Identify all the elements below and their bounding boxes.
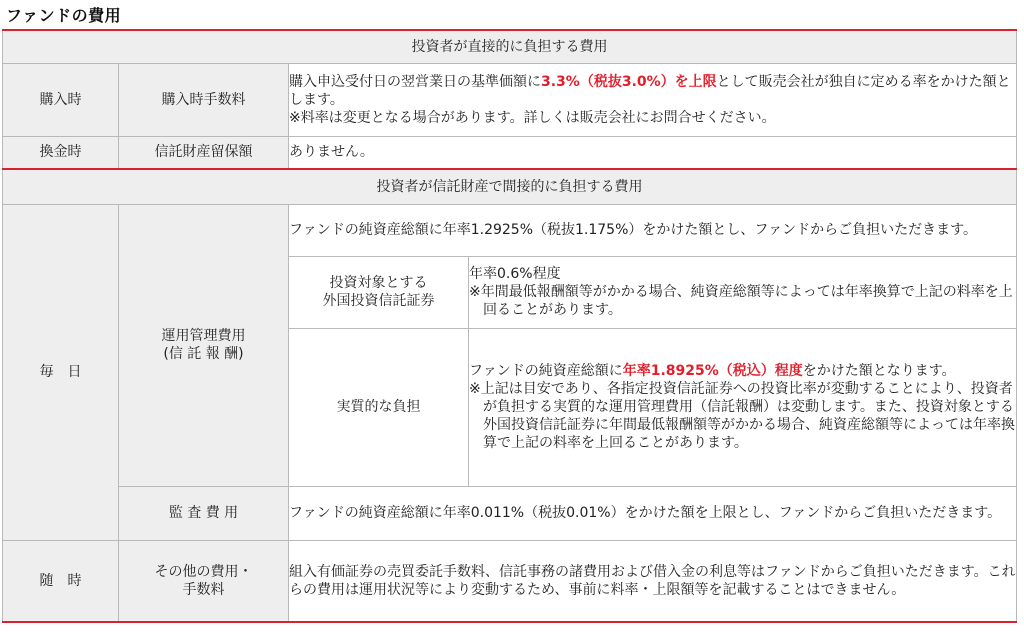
audit-fee-row xyxy=(3,486,1017,540)
purchase-fee-text-before: 購入申込受付日の翌営業日の基準価額に xyxy=(289,73,541,90)
page-title: ファンドの費用 xyxy=(6,6,122,25)
management-fee-summary-row xyxy=(3,204,1017,256)
management-fee-label: 運用管理費用 (信 託 報 酬) xyxy=(119,204,289,486)
audit-fee-text: ファンドの純資産総額に年率0.011%（税抜0.01%）をかけた額を上限とし、ファンドからご負担いただきます。 xyxy=(289,486,1017,540)
other-fees-text: 組入有価証券の売買委託手数料、信託事務の諸費用および借入金の利息等はファンドからご負担いただきます。これらの費用は運用状況等により変動するため、事前に料率・上限額等を記載することはできません。 xyxy=(289,540,1017,622)
timing-daily: 毎 日 xyxy=(3,204,119,540)
target-fund-label: 投資対象とする 外国投資信託証券 xyxy=(289,256,469,328)
trust-asset-retention-label: 信託財産留保額 xyxy=(119,136,289,169)
other-fees-label: その他の費用・ 手数料 xyxy=(119,540,289,622)
target-fund-note: ※年間最低報酬額等がかかる場合、純資産総額等によっては年率換算で上記の料率を上回ることがあります。 xyxy=(469,284,1013,318)
fund-fees-table xyxy=(2,29,1017,623)
trust-asset-retention-text: ありません。 xyxy=(289,136,1017,169)
indirect-cost-section-row xyxy=(3,169,1017,204)
effective-burden-label: 実質的な負担 xyxy=(289,328,469,486)
other-fees-row xyxy=(3,540,1017,622)
purchase-fee-text-after: として販売会社が独自に定める率をかけた額とします。 xyxy=(289,73,1011,108)
management-fee-summary: ファンドの純資産総額に年率1.2925%（税抜1.175%）をかけた額とし、ファンドからご負担いただきます。 xyxy=(289,204,1017,256)
effective-burden-text-after: をかけた額となります。 xyxy=(802,363,956,379)
direct-cost-header: 投資者が直接的に負担する費用 xyxy=(3,30,1017,63)
timing-purchase: 購入時 xyxy=(3,63,119,136)
target-fund-rate: 年率0.6%程度 xyxy=(469,266,561,282)
effective-burden-description xyxy=(469,328,1017,486)
direct-cost-section-row xyxy=(3,30,1017,63)
redemption-fee-row xyxy=(3,136,1017,169)
purchase-fee-label: 購入時手数料 xyxy=(119,63,289,136)
timing-redemption: 換金時 xyxy=(3,136,119,169)
effective-burden-note: ※上記は目安であり、各指定投資信託証券への投資比率が変動することにより、投資者が負担する実質的な運用管理費用（信託報酬）は変動します。また、投資対象とする外国投資信託証券に年間最低報酬額等がかかる場合、純資産総額等によっては年率換算で上記の料率を上回ることがあります。 xyxy=(469,381,1015,451)
effective-burden-text-before: ファンドの純資産総額に xyxy=(469,363,623,379)
purchase-fee-description xyxy=(289,63,1017,136)
audit-fee-label: 監 査 費 用 xyxy=(119,486,289,540)
purchase-fee-max-rate: 3.3%（税抜3.0%）を上限 xyxy=(541,73,717,90)
target-fund-description xyxy=(469,256,1017,328)
purchase-fee-row xyxy=(3,63,1017,136)
indirect-cost-header: 投資者が信託財産で間接的に負担する費用 xyxy=(3,169,1017,204)
timing-occasional: 随 時 xyxy=(3,540,119,622)
effective-burden-rate: 年率1.8925%（税込）程度 xyxy=(622,363,803,379)
purchase-fee-note: ※料率は変更となる場合があります。詳しくは販売会社にお問合せください。 xyxy=(289,109,776,126)
